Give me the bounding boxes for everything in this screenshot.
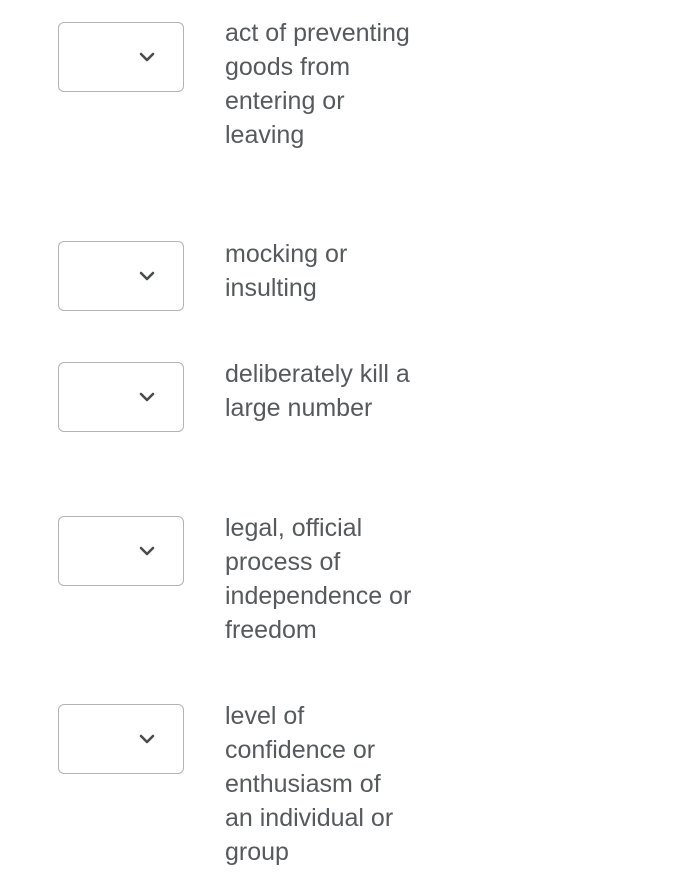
chevron-down-icon [137,266,157,286]
chevron-down-icon [137,729,157,749]
definition-text: level of confidence or enthusiasm of an individual or group [225,702,394,866]
definition-text: legal, official process of independence or freedom [225,514,412,644]
chevron-down-icon [137,47,157,67]
definition-text: deliberately kill a large number [225,360,410,422]
chevron-down-icon [137,387,157,407]
match-select-3[interactable] [58,362,184,432]
match-select-5[interactable] [58,704,184,774]
definition-text: act of preventing goods from entering or leaving [225,19,410,149]
match-select-4[interactable] [58,516,184,586]
match-select-2[interactable] [58,241,184,311]
match-select-1[interactable] [58,22,184,92]
definition-text: mocking or insulting [225,240,348,302]
chevron-down-icon [137,541,157,561]
